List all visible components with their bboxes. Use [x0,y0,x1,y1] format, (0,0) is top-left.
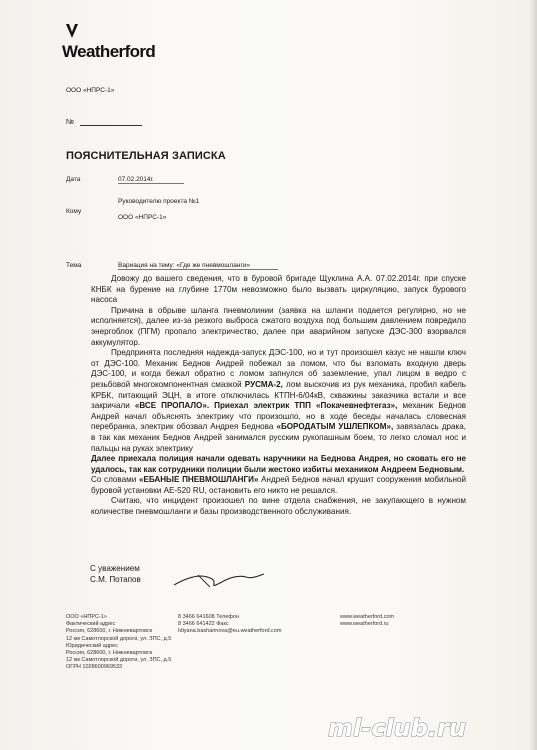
footer-legal-line1: Россия, 628600, г. Нижневартовск [66,650,153,657]
paragraph-5 [91,475,466,496]
paragraph-1: Довожу до вашего сведения, что в буровой бригаде Щуклина А.А. 07.02.2014г. при спуске КНБК на бурение на глубине 1770м невозможно было вызвать циркуляцию, запуск бурового насоса [91,274,466,305]
p3-bold-insult: «БОРОДАТЫМ УШЛЕПКОМ», [276,422,394,432]
paragraph-4 [91,454,466,475]
watermark [322,706,532,746]
footer-contacts [178,614,328,636]
paragraph-2: Причина в обрыве шланга пневмолинии (заявка на шланги подается регулярно, но не исполняется), далее из-за резкого выброса сжатого воздуха под большим давлением повредило энергоблок (ПГМ) пропало электричество, далее при аварийном запуске ДЭС-300 взорвался аккумулятор. [91,305,466,347]
paragraph-3 [91,348,466,454]
p5-text-a: Со словами [91,475,137,485]
brand-name: Weatherford [62,42,156,61]
subject-value: Вариация на тему: «Где же пневмошланги» [118,262,278,270]
footer-fact-label: Фактический адрес [66,621,116,628]
p5-text-b: Андрей Беднов начал крушит сооружения мобильной буровой установки АЕ-520 RU, остановить его никто не решался. [91,475,467,495]
footer-ogrn: ОГРН 1028600969532 [66,664,123,671]
footer-fax: 8 3466 641422 Факс [178,621,229,628]
handwritten-signature [168,567,268,593]
scan-edge-shadow [529,0,537,750]
to-label: Кому [66,208,82,215]
number-blank-line [80,117,142,126]
p3-text-c: механик Беднов Андрей начал объяснять электрику что произошло, но в ходе беседы началась словесная перебранка, электрик обозвал Андрея Беднова [91,401,467,432]
to-value-org: ООО «НПРС-1» [118,214,167,221]
weatherford-logo [62,22,182,72]
footer-org: ООО «НПРС-1» [66,614,107,620]
p3-bold-electrician: Приехал электрик ТПП «Покачевнефтегаз», [214,401,398,411]
p4-bold: Далее приехала полиция начали одевать наручники на Беднова Андрея, но сковать его не удалось, так как сотрудники полиции были жестоко избиты механиком Андреем Бедновым. [91,454,466,474]
p3-text-d: завязалась драка, в так как механик Беднов Андрей занимался русским рукопашным боем, то легко сломал нос и пальцы на руках электрику [91,422,467,453]
date-label: Дата [66,176,81,183]
logo-mark-icon [64,22,80,40]
paragraph-6: Считаю, что инцидент произошел по вине отдела снабжения, не закупающего в нужном количестве пневмошланги и базы производственного обслуживания. [91,496,466,517]
footer-legal-line2: 12 км Самотлорской дороги, ул. ЗПС, д.5 [66,657,172,664]
watermark-graphic [322,706,532,746]
footer-fact-line1: Россия, 628600, г. Нижневартовск [66,628,153,635]
footer-phone: 8 3466 641608 Телефон [178,614,240,620]
p5-bold: «ЕБАНЫЕ ПНЕВМОШЛАНГИ» [138,475,259,485]
footer-fact-line2: 12 км Самотлорской дороги, ул. ЗПС, д.5 [66,635,172,642]
signature-block [90,564,141,585]
watermark-text: ml-club.ru [328,714,466,742]
signer-name: С.М. Потапов [90,574,141,584]
footer-email: Idiyana.basharinova@eu.weatherford.com [178,628,282,635]
subject-label: Тема [66,262,82,269]
document-number [66,117,142,126]
footer-site-1: www.weatherford.com [340,614,395,620]
number-label: № [66,117,75,126]
footer-address [66,614,176,672]
date-value: 07.02.2014г. [118,176,184,184]
to-value-position: Руководителю проекта №1 [118,198,200,205]
document-title: ПОЯСНИТЕЛЬНАЯ ЗАПИСКА [66,150,226,162]
closing-text: С уважением [90,564,140,573]
footer-websites [340,614,450,628]
p3-text-a: Предпринята последняя надежда-запуск ДЭС-100, но и тут произошел казус не нашли ключ от ДЭС-100. Механик Беднов Андрей побежал за ломом, что бы взломать входную дверь ДЭС-100, и когда бежал обратно с ломом запнулся об заземление, упал лицом в ведро с резьбовой многокомпонентная смазкой [91,348,466,389]
p3-bold-rusma: РУСМА-2, [244,379,283,389]
header-org: ООО «НПРС-1» [66,87,115,94]
footer-legal-label: Юридический адрес [66,642,118,649]
footer-site-2: www.weatherford.ru [340,621,389,628]
body-text [91,274,466,518]
p3-bold-vse-propalo: «ВСЕ ПРОПАЛО». [134,401,210,411]
p3-text-b: лом выскочив из рук механика, пробил кабель КРБК, питающий ЭЦН, в итоге отключилась КТПН-6/04кВ, скважины заказчика встали и все закричали [91,379,467,411]
